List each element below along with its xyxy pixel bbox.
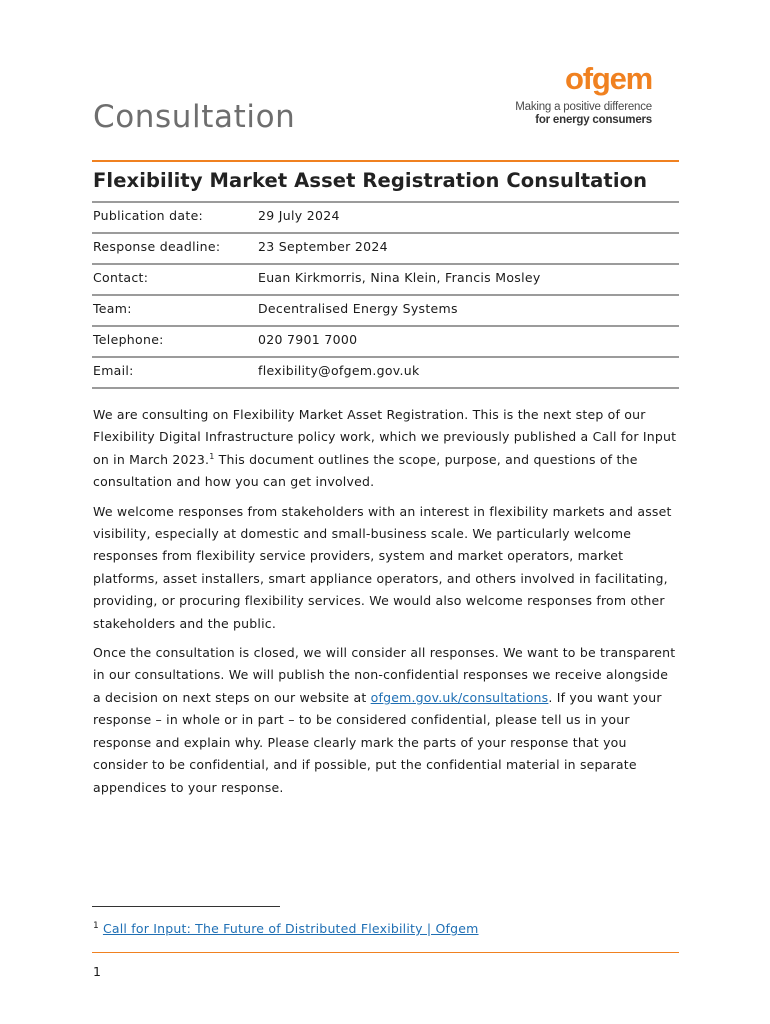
publication-date-label: Publication date: (93, 208, 204, 223)
paragraph-publication-text-continued: . If you want your response – in whole or in part – to be considered confidential, please tell us in your response and explain why. Please clearly mark the parts of your response that you consider to be confidential, and if possible, put the confidential material in separate appendices to your response. (93, 689, 662, 795)
ofgem-logo (516, 62, 652, 128)
footer-divider (92, 952, 679, 953)
footnote-reference[interactable]: 1 (209, 451, 215, 461)
logo-wordmark: ofgem (564, 61, 652, 96)
response-deadline-label: Response deadline: (93, 239, 221, 254)
footnote-number: 1 (93, 921, 99, 931)
footnote-divider (92, 906, 280, 907)
header-divider (92, 160, 679, 162)
paragraph-intro-text: We are consulting on Flexibility Market Asset Registration. This is the next step of our Flexibility Digital Infrastructure policy work, which we previously published a Call for Input on in March 2023. (93, 407, 677, 467)
paragraph-intro-text-continued: This document outlines the scope, purpose, and questions of the consultation and how you can get involved. (93, 451, 638, 490)
response-deadline-value: 23 September 2024 (258, 239, 388, 254)
email-value: flexibility@ofgem.gov.uk (258, 363, 420, 378)
document-type-heading: Consultation (93, 99, 296, 135)
logo-tagline-line-1: Making a positive difference (515, 101, 652, 113)
paragraph-intro (93, 404, 679, 494)
team-label: Team: (93, 301, 132, 316)
consultations-link[interactable]: ofgem.gov.uk/consultations (370, 689, 549, 705)
page-number: 1 (93, 964, 101, 979)
contact-value: Euan Kirkmorris, Nina Klein, Francis Mosley (258, 270, 541, 285)
paragraph-publication (93, 642, 679, 799)
contact-label: Contact: (93, 270, 149, 285)
table-row (92, 294, 679, 325)
telephone-label: Telephone: (93, 332, 164, 347)
table-row (92, 356, 679, 389)
consultation-details-table (92, 201, 679, 389)
footnote-link[interactable]: Call for Input: The Future of Distributed Flexibility | Ofgem (102, 921, 479, 937)
logo-tagline-line-2: for energy consumers (535, 114, 652, 126)
table-row (92, 263, 679, 294)
table-row (92, 325, 679, 356)
email-label: Email: (93, 363, 134, 378)
page-title: Flexibility Market Asset Registration Consultation (93, 169, 648, 192)
body-text (93, 404, 679, 806)
table-row (92, 232, 679, 263)
team-value: Decentralised Energy Systems (258, 301, 458, 316)
footnote (93, 921, 479, 936)
paragraph-respondents: We welcome responses from stakeholders with an interest in flexibility markets and asset visibility, especially at domestic and small-business scale. We particularly welcome responses from flexibility service providers, system and market operators, market platforms, asset installers, smart appliance operators, and others involved in facilitating, providing, or procuring flexibility services. We would also welcome responses from other stakeholders and the public. (93, 503, 672, 631)
paragraph-publication-text: Once the consultation is closed, we will consider all responses. We want to be transparent in our consultations. We will publish the non-confidential responses we receive alongside a decision on next steps on our website at (93, 645, 676, 705)
telephone-value: 020 7901 7000 (258, 332, 358, 347)
table-row (92, 201, 679, 232)
publication-date-value: 29 July 2024 (258, 208, 340, 223)
